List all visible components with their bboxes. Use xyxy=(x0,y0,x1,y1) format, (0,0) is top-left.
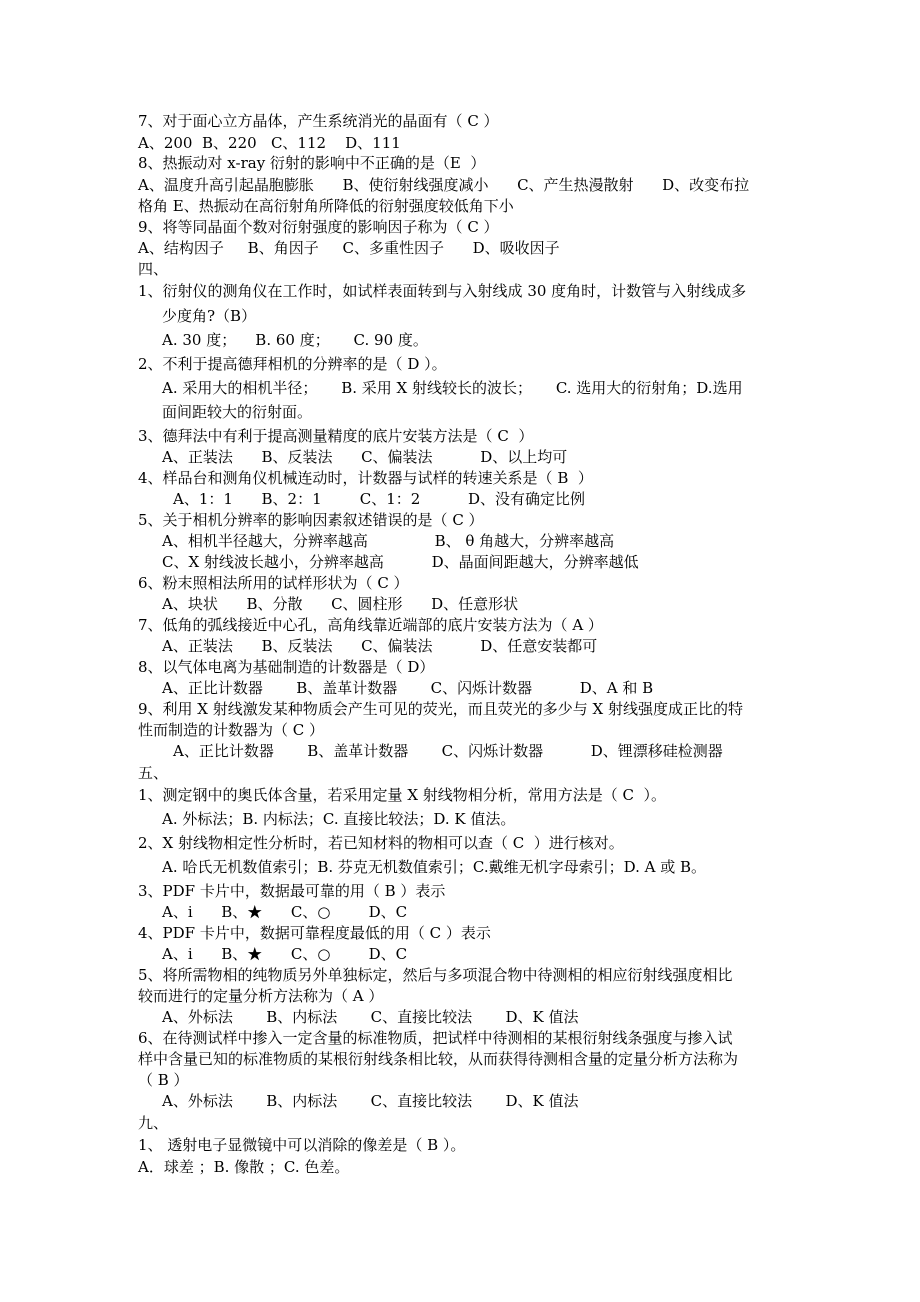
options-4-1: A. 30 度； B. 60 度； C. 90 度。 xyxy=(162,331,428,349)
options-5-6: A、外标法 B、内标法 C、直接比较法 D、K 值法 xyxy=(162,1092,579,1110)
question-5-6-line3: （ B ） xyxy=(138,1071,189,1089)
options-5-1: A. 外标法；B. 内标法；C. 直接比较法；D. K 值法。 xyxy=(162,810,516,828)
options-4-5-line1: A、相机半径越大，分辨率越高 B、 θ 角越大，分辨率越高 xyxy=(162,532,615,550)
question-4-1-line1: 1、衍射仪的测角仪在工作时，如试样表面转到与入射线成 30 度角时，计数管与入射线成多 xyxy=(138,282,747,300)
question-5-4: 4、PDF 卡片中，数据可靠程度最低的用（ C ）表示 xyxy=(138,924,491,942)
question-5-3: 3、PDF 卡片中，数据最可靠的用（ B ）表示 xyxy=(138,882,446,900)
options-9-1: A．球差 ；B. 像散 ；C. 色差。 xyxy=(138,1158,350,1176)
question-5-2: 2、X 射线物相定性分析时，若已知材料的物相可以查（ C ）进行核对。 xyxy=(138,834,624,852)
question-5-6-line1: 6、在待测试样中掺入一定含量的标准物质，把试样中待测相的某根衍射线条强度与掺入试 xyxy=(138,1029,733,1047)
options-5-3: A、i B、★ C、○ D、C xyxy=(162,903,408,921)
question-8-7: 7、对于面心立方晶体，产生系统消光的晶面有（ C ） xyxy=(138,112,499,130)
question-4-8: 8、以气体电离为基础制造的计数器是（ D） xyxy=(138,658,435,676)
question-5-5-line2: 较而进行的定量分析方法称为（ A ） xyxy=(138,987,384,1005)
options-4-9: A、正比计数器 B、盖革计数器 C、闪烁计数器 D、锂漂移硅检测器 xyxy=(173,742,723,760)
question-4-5: 5、关于相机分辨率的影响因素叙述错误的是（ C ） xyxy=(138,511,484,529)
question-9-1: 1、 透射电子显微镜中可以消除的像差是（ B ）。 xyxy=(138,1136,466,1154)
options-4-2-line1: A. 采用大的相机半径； B. 采用 X 射线较长的波长； C. 选用大的衍射角；D.选用 xyxy=(162,379,743,397)
question-4-3: 3、德拜法中有利于提高测量精度的底片安装方法是（ C ） xyxy=(138,427,534,445)
question-4-9-line1: 9、利用 X 射线激发某种物质会产生可见的荧光，而且荧光的多少与 X 射线强度成正比的特 xyxy=(138,700,743,718)
question-4-1-line2: 少度角?（B） xyxy=(162,307,257,325)
question-4-9-line2: 性而制造的计数器为（ C ） xyxy=(138,721,325,739)
question-8-8: 8、热振动对 x-ray 衍射的影响中不正确的是（E ） xyxy=(138,154,486,172)
options-4-2-line2: 面间距较大的衍射面。 xyxy=(162,403,313,421)
options-5-2: A. 哈氏无机数值索引；B. 芬克无机数值索引；C.戴维无机字母索引；D. A 或 B。 xyxy=(162,858,707,876)
question-4-2: 2、不利于提高德拜相机的分辨率的是（ D ）。 xyxy=(138,355,447,373)
question-5-5-line1: 5、将所需物相的纯物质另外单独标定，然后与多项混合物中待测相的相应衍射线强度相比 xyxy=(138,966,733,984)
options-8-7: A、200 B、220 C、112 D、111 xyxy=(138,134,401,152)
section-heading-4: 四、 xyxy=(138,260,169,278)
question-4-4: 4、样品台和测角仪机械连动时，计数器与试样的转速关系是（ B ） xyxy=(138,469,593,487)
options-5-5: A、外标法 B、内标法 C、直接比较法 D、K 值法 xyxy=(162,1008,579,1026)
options-4-5-line2: C、X 射线波长越小，分辨率越高 D、晶面间距越大，分辨率越低 xyxy=(162,553,639,571)
options-4-7: A、正装法 B、反装法 C、偏装法 D、任意安装都可 xyxy=(162,637,598,655)
section-heading-5: 五、 xyxy=(138,764,169,782)
options-4-8: A、正比计数器 B、盖革计数器 C、闪烁计数器 D、A 和 B xyxy=(162,679,654,697)
options-4-6: A、块状 B、分散 C、圆柱形 D、任意形状 xyxy=(162,595,519,613)
section-heading-9: 九、 xyxy=(138,1114,169,1132)
options-8-8-line1: A、温度升高引起晶胞膨胀 B、使衍射线强度减小 C、产生热漫散射 D、改变布拉 xyxy=(138,176,750,194)
options-4-4: A、1：1 B、2：1 C、1：2 D、没有确定比例 xyxy=(173,490,586,508)
question-4-7: 7、低角的弧线接近中心孔，高角线靠近端部的底片安装方法为（ A ） xyxy=(138,616,603,634)
question-8-9: 9、将等同晶面个数对衍射强度的影响因子称为（ C ） xyxy=(138,218,499,236)
question-5-6-line2: 样中含量已知的标准物质的某根衍射线条相比较，从而获得待测相含量的定量分析方法称为 xyxy=(138,1050,739,1068)
options-8-8-line2: 格角 E、热振动在高衍射角所降低的衍射强度较低角下小 xyxy=(138,197,514,215)
options-5-4: A、i B、★ C、○ D、C xyxy=(162,945,408,963)
question-5-1: 1、测定钢中的奥氏体含量，若采用定量 X 射线物相分析，常用方法是（ C ）。 xyxy=(138,786,667,804)
question-4-6: 6、粉末照相法所用的试样形状为（ C ） xyxy=(138,574,409,592)
options-8-9: A、结构因子 B、角因子 C、多重性因子 D、吸收因子 xyxy=(138,239,560,257)
options-4-3: A、正装法 B、反装法 C、偏装法 D、以上均可 xyxy=(162,448,568,466)
